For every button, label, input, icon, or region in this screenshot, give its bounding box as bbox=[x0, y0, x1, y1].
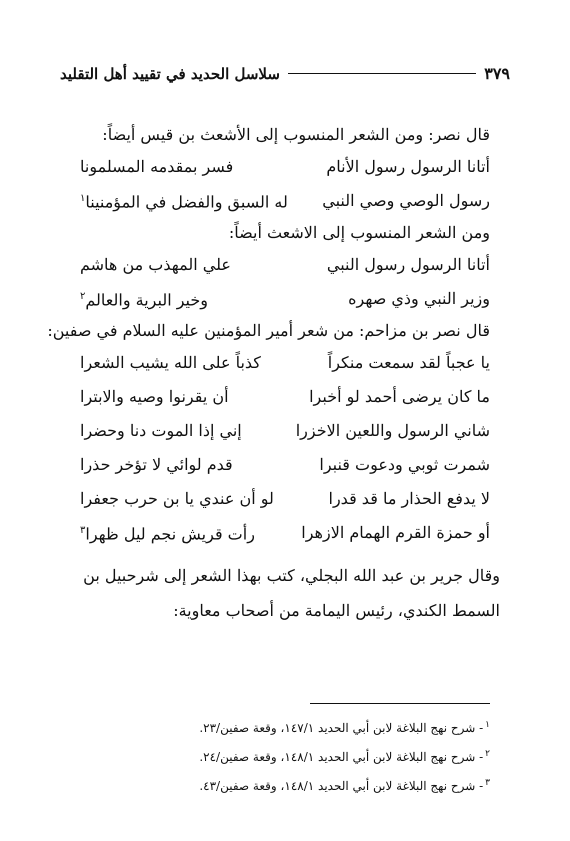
verse-second-hemistich-text: إني إذا الموت دنا وحضرا bbox=[80, 421, 242, 440]
verse-second-hemistich-text: له السبق والفضل في المؤمنينا bbox=[85, 192, 288, 212]
verse-second-hemistich bbox=[80, 348, 261, 378]
verse-second-hemistich-text: فسر بمقدمه المسلمونا bbox=[80, 157, 234, 176]
verse-first-hemistich: يا عجباً لقد سمعت منكراً bbox=[327, 353, 490, 372]
verse-first-hemistich: أتانا الرسول رسول النبي bbox=[326, 255, 490, 274]
verse-line bbox=[80, 248, 490, 282]
verse-second-hemistich bbox=[80, 516, 255, 549]
verse-second-hemistich bbox=[80, 250, 231, 280]
verse-line bbox=[80, 282, 490, 316]
footnote-text: - شرح نهج البلاغة لابن أبي الحديد ١٤٨/١، وقعة صفين/٤٣. bbox=[199, 779, 484, 793]
verse-line bbox=[80, 482, 490, 516]
verse-line bbox=[80, 150, 490, 184]
poem bbox=[80, 248, 490, 316]
verse-second-hemistich-text: رأت قريش نجم ليل ظهرا bbox=[85, 524, 255, 544]
footnote-text: - شرح نهج البلاغة لابن أبي الحديد ١٤٨/١، وقعة صفين/٢٤. bbox=[199, 750, 484, 764]
footnote-divider bbox=[310, 703, 490, 704]
verse-first-hemistich: ما كان يرضى أحمد لو أخبرا bbox=[309, 387, 490, 406]
footnote bbox=[150, 741, 490, 770]
footnote-number: ٣ bbox=[485, 778, 490, 788]
footnote-number: ١ bbox=[485, 720, 490, 730]
header-rule bbox=[288, 73, 476, 74]
verse-second-hemistich-text: لو أن عندي يا بن حرب جعفرا bbox=[80, 489, 274, 508]
verse-second-hemistich-text: كذباً على الله يشيب الشعرا bbox=[80, 353, 261, 372]
verse-second-hemistich-text: قدم لوائي لا تؤخر حذرا bbox=[80, 455, 233, 474]
intro-paragraph: قال نصر: ومن الشعر المنسوب إلى الأشعث بن قيس أيضاً: bbox=[102, 125, 490, 144]
intro-paragraph: ومن الشعر المنسوب إلى الاشعث أيضاً: bbox=[228, 223, 490, 242]
verse-line bbox=[80, 516, 490, 550]
verse-second-hemistich bbox=[80, 184, 288, 217]
running-head bbox=[60, 64, 510, 83]
verse-first-hemistich: لا يدفع الحذار ما قد قدرا bbox=[328, 489, 490, 508]
verse-first-hemistich: أو حمزة القرم الهمام الازهرا bbox=[301, 523, 490, 542]
footnotes bbox=[150, 712, 490, 799]
verse-second-hemistich bbox=[80, 382, 229, 412]
intro-paragraph: قال نصر بن مزاحم: من شعر أمير المؤمنين عليه السلام في صفين: bbox=[47, 321, 490, 340]
poem bbox=[80, 346, 490, 550]
verse-second-hemistich bbox=[80, 282, 208, 315]
closing-paragraph-line: وقال جرير بن عبد الله البجلي، كتب بهذا الشعر إلى شرحبيل بن bbox=[83, 566, 500, 585]
verse-line bbox=[80, 184, 490, 218]
verse-second-hemistich-text: أن يقرنوا وصيه والابترا bbox=[80, 387, 229, 406]
verse-line bbox=[80, 346, 490, 380]
verse-first-hemistich: رسول الوصي وصي النبي bbox=[322, 191, 490, 210]
page-number: ٣٧٩ bbox=[484, 64, 510, 83]
footnote-text: - شرح نهج البلاغة لابن أبي الحديد ١٤٧/١، وقعة صفين/٢٣. bbox=[199, 721, 484, 735]
verse-first-hemistich: وزير النبي وذي صهره bbox=[348, 289, 490, 308]
verse-line bbox=[80, 414, 490, 448]
verse-second-hemistich bbox=[80, 484, 274, 514]
footnote-reference[interactable]: ١ bbox=[80, 193, 86, 205]
footnote-number: ٢ bbox=[485, 749, 490, 759]
verse-first-hemistich: شمرت ثوبي ودعوت قنبرا bbox=[319, 455, 490, 474]
verse-second-hemistich bbox=[80, 416, 242, 446]
poem bbox=[80, 150, 490, 218]
running-title: سلاسل الحديد في تقييد أهل التقليد bbox=[60, 64, 280, 83]
footnote bbox=[150, 770, 490, 799]
verse-second-hemistich-text: وخير البرية والعالم bbox=[85, 290, 208, 310]
body-text bbox=[47, 120, 490, 550]
footnote-reference[interactable]: ٢ bbox=[80, 291, 86, 303]
verse-second-hemistich bbox=[80, 152, 233, 182]
verse-first-hemistich: شاني الرسول واللعين الاخزرا bbox=[295, 421, 490, 440]
footnote-reference[interactable]: ٣ bbox=[80, 525, 86, 537]
closing-paragraph-line: السمط الكندي، رئيس اليمامة من أصحاب معاوية: bbox=[173, 601, 500, 620]
verse-line bbox=[80, 448, 490, 482]
verse-first-hemistich: أتانا الرسول رسول الأنام bbox=[326, 157, 490, 176]
footnote bbox=[150, 712, 490, 741]
verse-second-hemistich-text: علي المهذب من هاشم bbox=[80, 255, 231, 274]
verse-line bbox=[80, 380, 490, 414]
verse-second-hemistich bbox=[80, 450, 233, 480]
